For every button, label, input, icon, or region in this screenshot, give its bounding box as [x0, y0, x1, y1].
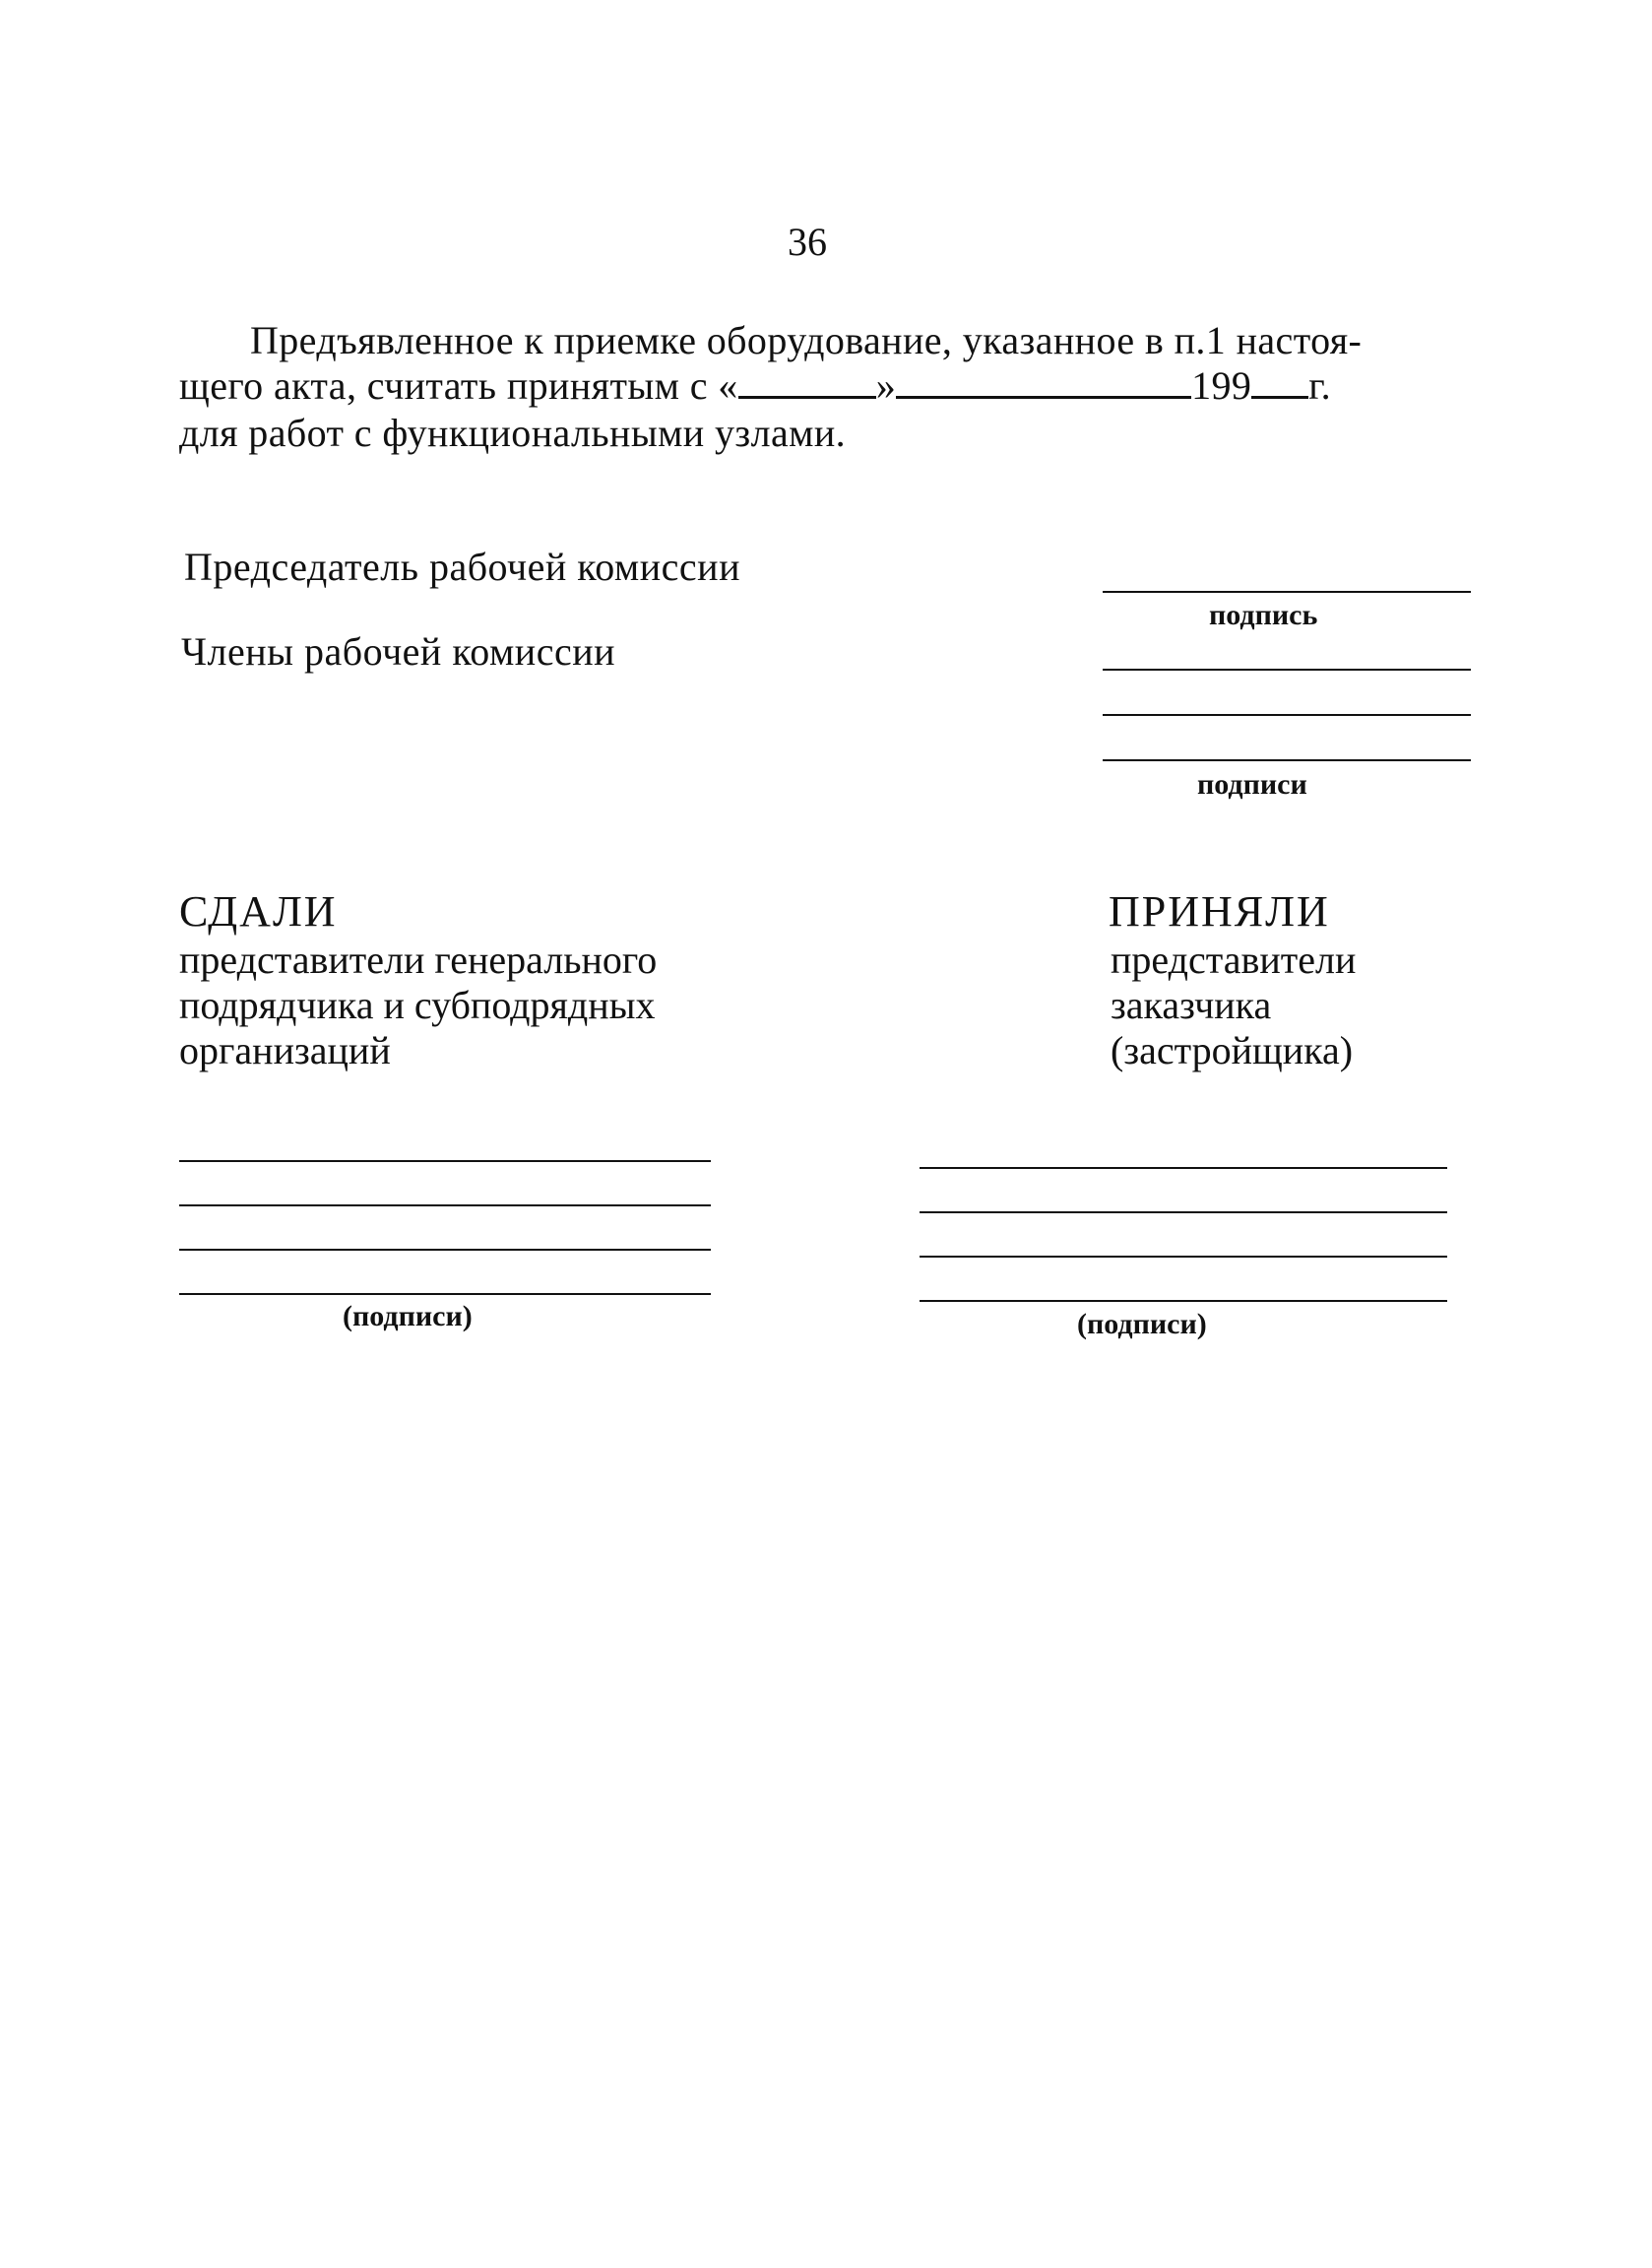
accepted-text	[1111, 938, 1356, 1073]
accepted-line-3: (застройщика)	[1111, 1028, 1354, 1072]
member-signature-line-3	[1103, 759, 1471, 761]
paragraph-line-2	[179, 362, 1331, 409]
accepted-signature-line-3	[920, 1256, 1447, 1258]
accepted-line-1: представители	[1111, 938, 1357, 982]
delivered-line-2: подрядчика и субподрядных	[179, 983, 656, 1027]
chairman-label: Председатель рабочей комиссии	[184, 545, 740, 589]
accepted-signature-line-2	[920, 1211, 1447, 1213]
delivered-line-1: представители генерального	[179, 938, 658, 982]
chairman-signature-caption: подпись	[1209, 599, 1318, 631]
accepted-line-2: заказчика	[1111, 983, 1272, 1027]
delivered-text	[179, 938, 657, 1073]
accepted-signature-line-1	[920, 1167, 1447, 1169]
year-blank	[1251, 366, 1308, 399]
paragraph-line-1: Предъявленное к приемке оборудование, указанное в п.1 настоя-	[250, 318, 1363, 362]
paragraph-line-2-prefix: щего акта, считать принятым с «	[179, 363, 738, 408]
delivered-signature-line-2	[179, 1204, 711, 1206]
year-suffix: г.	[1308, 363, 1331, 408]
delivered-signature-line-1	[179, 1160, 711, 1162]
members-label: Члены рабочей комиссии	[181, 629, 616, 674]
month-blank	[896, 366, 1191, 399]
accepted-signature-caption: (подписи)	[1077, 1308, 1207, 1340]
delivered-heading: СДАЛИ	[179, 887, 338, 936]
member-signature-line-2	[1103, 714, 1471, 716]
day-blank	[738, 366, 876, 399]
delivered-signature-caption: (подписи)	[343, 1300, 473, 1332]
accepted-signature-line-4	[920, 1300, 1447, 1302]
delivered-line-3: организаций	[179, 1028, 391, 1072]
page-number: 36	[788, 220, 827, 264]
delivered-signature-line-3	[179, 1249, 711, 1251]
members-signature-caption: подписи	[1197, 768, 1307, 801]
year-prefix: 199	[1191, 363, 1252, 408]
accepted-heading: ПРИНЯЛИ	[1109, 887, 1330, 936]
delivered-signature-line-4	[179, 1293, 711, 1295]
paragraph-line-3: для работ с функциональными узлами.	[179, 411, 847, 455]
member-signature-line-1	[1103, 669, 1471, 671]
quote-close: »	[875, 363, 897, 408]
chairman-signature-line	[1103, 591, 1471, 593]
